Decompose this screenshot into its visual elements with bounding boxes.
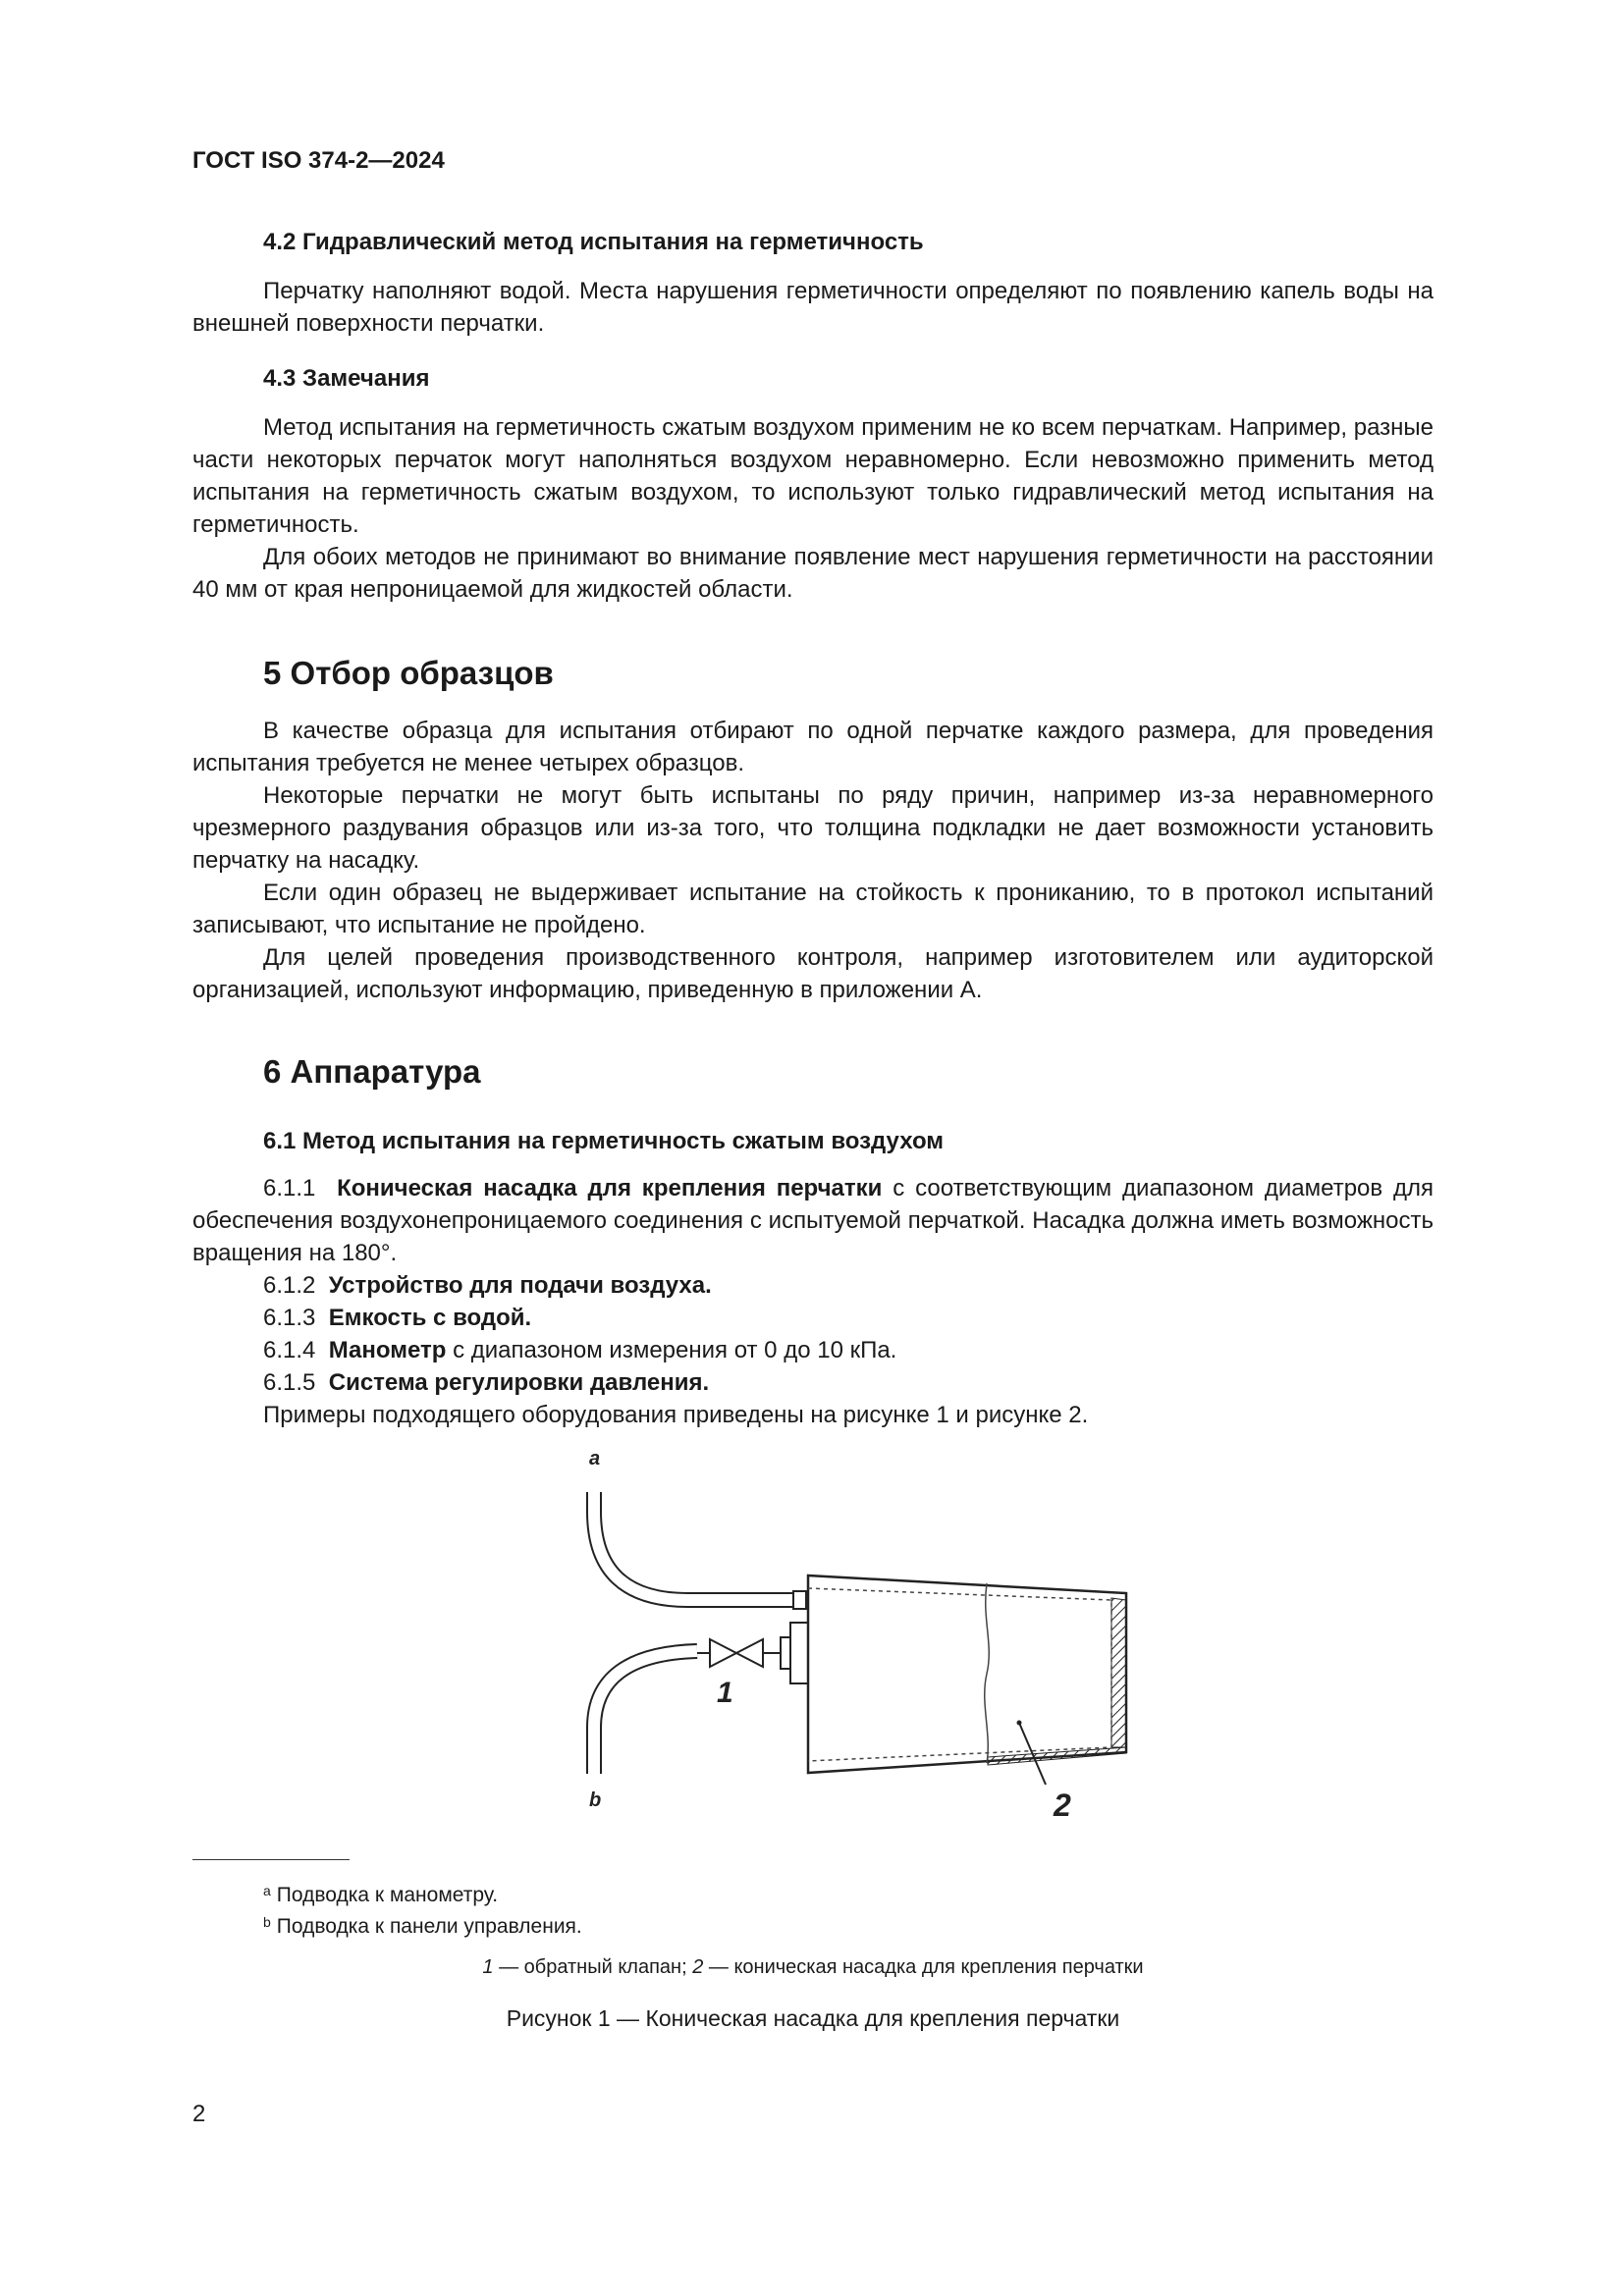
item-6-1-2-term: Устройство для подачи воздуха. xyxy=(328,1272,712,1299)
section-5-paragraph-3: Если один образец не выдерживает испытание на стойкость к прониканию, то в протокол испытаний записывают, что испытание не пройдено. xyxy=(192,880,1434,938)
item-6-1-3 xyxy=(263,1302,531,1334)
legend-1-text: — обратный клапан; xyxy=(493,1956,693,1978)
section-5-paragraph-2: Некоторые перчатки не могут быть испытаны по ряду причин, например из-за неравномерного чрезмерного раздувания образцов или из-за того, что толщина подкладки не дает возможности установить перчатку на насадку. xyxy=(192,782,1434,874)
footnote-b xyxy=(263,1914,582,1939)
legend-2-text: — коническая насадка для крепления перчатки xyxy=(703,1956,1144,1978)
item-6-1-4-text: с диапазоном измерения от 0 до 10 кПа. xyxy=(446,1337,897,1363)
item-6-1-5 xyxy=(263,1366,709,1399)
section-4-3-paragraph-1: Метод испытания на герметичность сжатым воздухом применим не ко всем перчаткам. Например, разные части некоторых перчаток могут наполняться воздухом неравномерно. Если невозможно применить метод испытания на герметичность сжатым воздухом, то используют только гидравлический метод испытания на герметичность. xyxy=(192,414,1434,538)
page-number: 2 xyxy=(192,2101,206,2127)
item-6-1-3-number: 6.1.3 xyxy=(263,1305,316,1331)
item-6-1-3-term: Емкость с водой. xyxy=(328,1305,532,1331)
section-6-1-heading: 6.1 Метод испытания на герметичность сжатым воздухом xyxy=(263,1128,945,1154)
section-5-paragraph-1: В качестве образца для испытания отбирают по одной перчатке каждого размера, для проведения испытания требуется не менее четырех образцов. xyxy=(192,718,1434,776)
section-4-3-heading: 4.3 Замечания xyxy=(263,365,430,392)
item-6-1-4-term: Манометр xyxy=(328,1337,447,1363)
document-header: ГОСТ ISO 374-2—2024 xyxy=(192,147,445,174)
label-b: b xyxy=(589,1789,602,1811)
footnote-a-text: Подводка к манометру. xyxy=(276,1884,499,1906)
lower-fitting xyxy=(781,1637,790,1669)
section-5-paragraph-4: Для целей проведения производственного контроля, например изготовителем или аудиторской организацией, используют информацию, приведенную в приложении А. xyxy=(192,944,1434,1003)
item-6-1-4-number: 6.1.4 xyxy=(263,1337,316,1363)
control-tube-fill xyxy=(594,1651,697,1774)
conical-nozzle-body xyxy=(808,1575,1126,1773)
nozzle-wall-right xyxy=(1111,1598,1126,1747)
item-6-1-1-text: с соответствующим диапазоном диаметров для обеспечения воздухонепроницаемого соединения с испытуемой перчаткой. Насадка должна иметь возможность вращения на 180°. xyxy=(192,1175,1435,1266)
label-a: a xyxy=(589,1448,601,1469)
examples-reference: Примеры подходящего оборудования приведены на рисунке 1 и рисунке 2. xyxy=(263,1402,1089,1428)
item-6-1-1-number: 6.1.1 xyxy=(263,1175,316,1201)
footnote-b-mark: b xyxy=(263,1914,271,1930)
section-6-heading: 6 Аппаратура xyxy=(263,1053,481,1090)
section-4-3-paragraph-2: Для обоих методов не принимают во внимание появление мест нарушения герметичности на расстоянии 40 мм от края непроницаемой для жидкостей области. xyxy=(192,544,1434,603)
control-tube-outline xyxy=(594,1651,697,1774)
figure-caption: Рисунок 1 — Коническая насадка для крепления перчатки xyxy=(506,2005,1120,2031)
lower-connector-block xyxy=(790,1623,808,1683)
item-6-1-2-number: 6.1.2 xyxy=(263,1272,316,1299)
figure-legend xyxy=(192,1956,1434,1979)
item-6-1-4 xyxy=(263,1334,896,1366)
label-2: 2 xyxy=(1054,1788,1071,1823)
check-valve-right xyxy=(736,1639,763,1667)
footnote-divider xyxy=(192,1859,350,1860)
check-valve-left xyxy=(710,1639,736,1667)
legend-1-number: 1 xyxy=(482,1956,494,1978)
upper-tube-fitting xyxy=(793,1591,806,1609)
section-4-2-heading: 4.2 Гидравлический метод испытания на герметичность xyxy=(263,229,924,255)
footnote-a xyxy=(263,1883,498,1907)
footnote-a-mark: a xyxy=(263,1883,271,1898)
manometer-tube-fill xyxy=(594,1492,795,1600)
section-4-2-paragraph: Перчатку наполняют водой. Места нарушения герметичности определяют по появлению капель воды на внешней поверхности перчатки. xyxy=(192,278,1434,337)
item-6-1-5-number: 6.1.5 xyxy=(263,1369,316,1396)
item-6-1-1 xyxy=(192,1172,1434,1269)
footnote-b-text: Подводка к панели управления. xyxy=(276,1915,582,1938)
legend-2-number: 2 xyxy=(692,1956,704,1978)
label-1: 1 xyxy=(717,1677,733,1709)
item-6-1-2 xyxy=(263,1269,712,1302)
item-6-1-5-term: Система регулировки давления. xyxy=(328,1369,710,1396)
figure-1-conical-nozzle xyxy=(550,1433,1159,1826)
section-5-heading: 5 Отбор образцов xyxy=(263,655,554,691)
item-6-1-1-term: Коническая насадка для крепления перчатки xyxy=(337,1175,883,1201)
